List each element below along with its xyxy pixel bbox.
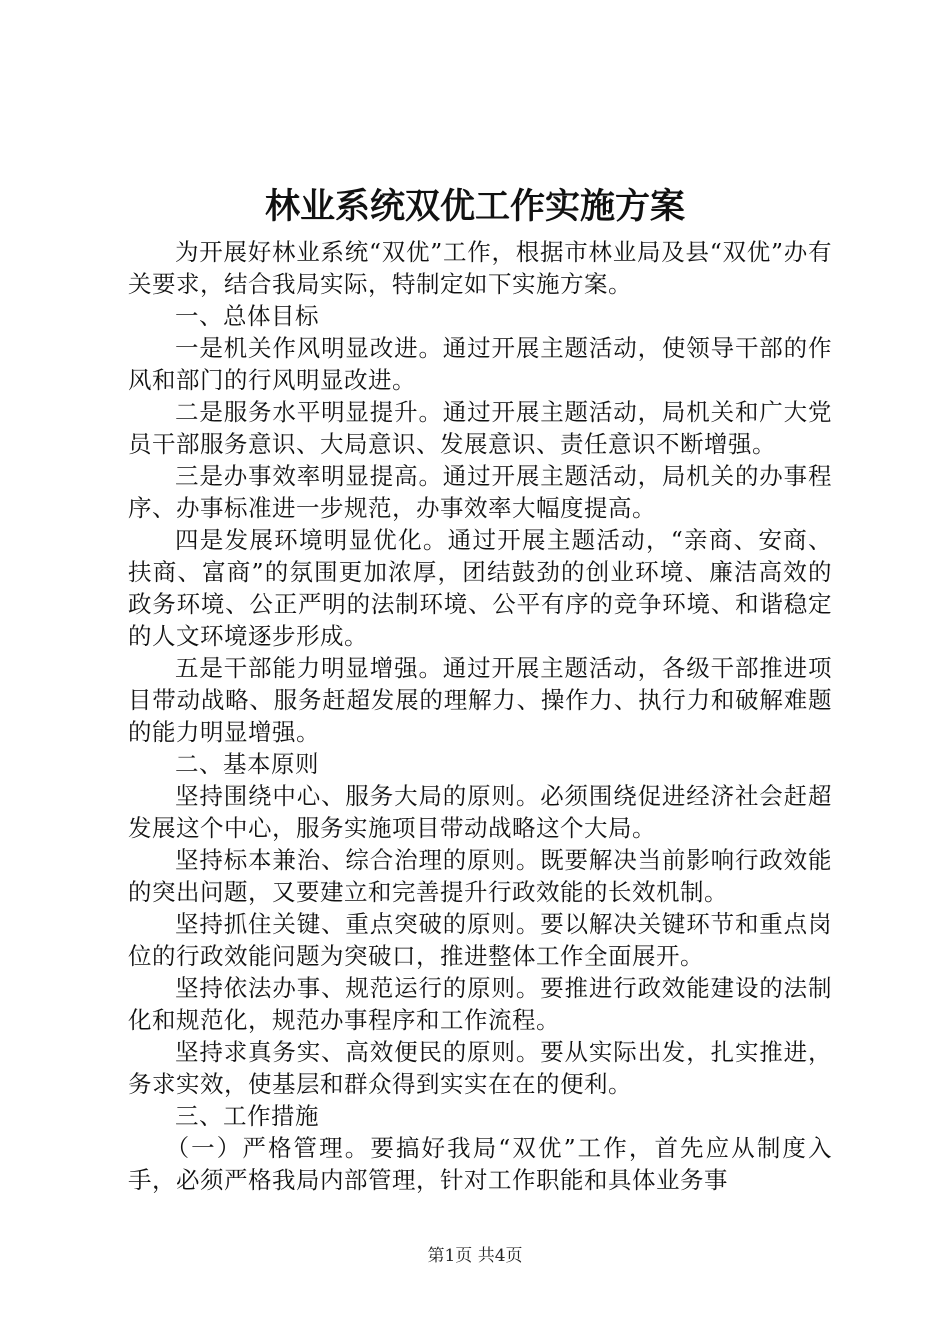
section-heading-measures: 三、工作措施: [175, 1102, 319, 1130]
paragraph-measure-1: （一）严格管理。要搞好我局“双优”工作，首先应从制度入手，必须严格我局内部管理，针对工作职能和具体业务事: [128, 1134, 832, 1194]
document-title: 林业系统双优工作实施方案: [264, 186, 685, 227]
paragraph-goal-2: 二是服务水平明显提升。通过开展主题活动，局机关和广大党员干部服务意识、大局意识、发展意识、责任意识不断增强。: [128, 398, 832, 458]
page-number-footer: 第1页 共4页: [427, 1246, 523, 1266]
paragraph-principle-5: 坚持求真务实、高效便民的原则。要从实际出发，扎实推进，务求实效，使基层和群众得到实实在在的便利。: [128, 1038, 832, 1098]
paragraph-principle-4: 坚持依法办事、规范运行的原则。要推进行政效能建设的法制化和规范化，规范办事程序和工作流程。: [128, 974, 832, 1034]
paragraph-principle-3: 坚持抓住关键、重点突破的原则。要以解决关键环节和重点岗位的行政效能问题为突破口，推进整体工作全面展开。: [128, 910, 832, 970]
paragraph-principle-2: 坚持标本兼治、综合治理的原则。既要解决当前影响行政效能的突出问题，又要建立和完善提升行政效能的长效机制。: [128, 846, 832, 906]
section-heading-principles: 二、基本原则: [175, 750, 319, 778]
paragraph-principle-1: 坚持围绕中心、服务大局的原则。必须围绕促进经济社会赶超发展这个中心，服务实施项目带动战略这个大局。: [128, 782, 832, 842]
paragraph-goal-3: 三是办事效率明显提高。通过开展主题活动，局机关的办事程序、办事标准进一步规范，办事效率大幅度提高。: [128, 462, 832, 522]
section-heading-goals: 一、总体目标: [175, 302, 319, 330]
paragraph-goal-5: 五是干部能力明显增强。通过开展主题活动，各级干部推进项目带动战略、服务赶超发展的理解力、操作力、执行力和破解难题的能力明显增强。: [128, 654, 832, 746]
paragraph-goal-4: 四是发展环境明显优化。通过开展主题活动，“亲商、安商、扶商、富商”的氛围更加浓厚，团结鼓劲的创业环境、廉洁高效的政务环境、公正严明的法制环境、公平有序的竞争环境、和谐稳定的人文环境逐步形成。: [128, 526, 832, 650]
paragraph-goal-1: 一是机关作风明显改进。通过开展主题活动，使领导干部的作风和部门的行风明显改进。: [128, 334, 832, 394]
paragraph-intro: 为开展好林业系统“双优”工作，根据市林业局及县“双优”办有关要求，结合我局实际，特制定如下实施方案。: [128, 238, 832, 298]
document-body: [128, 236, 832, 1196]
